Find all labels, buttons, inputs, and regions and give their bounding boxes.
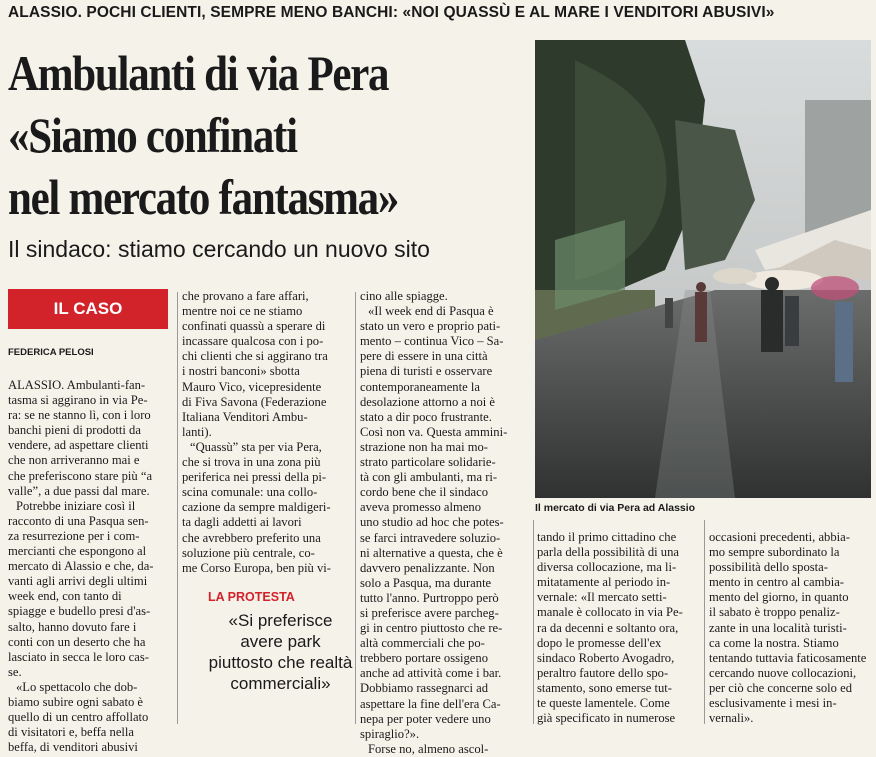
- column-line: me Corso Europa, ben più vi-: [182, 560, 331, 575]
- column-line: mercianti che espongono al: [8, 544, 147, 559]
- article-column-1: [8, 378, 171, 755]
- column-line: tasma si aggirano in via Pe-: [8, 393, 148, 408]
- column-line: cordo bene che il sindaco: [360, 485, 488, 500]
- subheadline: Il sindaco: stiamo cercando un nuovo sito: [8, 236, 430, 262]
- column-line: tentando tuttavia faticosamente: [709, 650, 867, 665]
- column-line: esclusivamente i mesi in-: [709, 696, 837, 711]
- column-line: ra da decenni e soltanto ora,: [537, 620, 679, 635]
- column-line: vernale: «Il mercato setti-: [537, 590, 667, 605]
- column-line: tando il primo cittadino che: [537, 530, 677, 544]
- column-line: di Fiva Savona (Federazione: [182, 394, 327, 409]
- column-line: tà con gli ambulanti, ma ri-: [360, 470, 498, 485]
- column-line: tutto l'anno. Purtroppo però: [360, 590, 499, 605]
- column-line: valle”, a due passi dal mare.: [8, 483, 150, 498]
- column-line: cercando nuove collocazioni,: [709, 665, 857, 680]
- column-line: pere di essere in una città: [360, 349, 488, 364]
- column-line: periferica nei pressi della pi-: [182, 470, 327, 485]
- column-line: stamento, sono emerse tut-: [537, 680, 673, 695]
- column-line: mitatamente al periodo in-: [537, 575, 671, 590]
- column-line: aveva promesso almeno: [360, 500, 481, 515]
- column-line: incassare qualcosa con i po-: [182, 334, 324, 349]
- column-line: soluzione più centrale, co-: [182, 545, 315, 560]
- column-line: Italiana Venditori Ambu-: [182, 409, 308, 424]
- column-line: quello di un centro affollato: [8, 710, 149, 725]
- column-line: gi in centro piuttosto che re-: [360, 621, 503, 636]
- column-line: spiagge e budello presi d'as-: [8, 604, 151, 619]
- column-line: zante in una località turisti-: [709, 620, 847, 635]
- column-line: te queste lamentele. Come: [537, 696, 670, 711]
- column-line: cino alle spiagge.: [360, 289, 448, 303]
- column-line: occasioni precedenti, abbia-: [709, 530, 850, 544]
- kicker-line: ALASSIO. POCHI CLIENTI, SEMPRE MENO BANCHI: «NOI QUASSÙ E AL MARE I VENDITORI ABUSIVI»: [8, 4, 775, 21]
- column-line: vanti agli arrivi degli ultimi: [8, 574, 148, 589]
- column-line: ALASSIO. Ambulanti-fan-: [8, 378, 146, 392]
- column-divider: [355, 292, 356, 724]
- column-line: scina comunale: una collo-: [182, 485, 318, 500]
- column-line: spiraglio?».: [360, 726, 420, 741]
- column-line: vendere, ad aspettare clienti: [8, 438, 149, 453]
- pullquote-text: «Si preferisce avere park piuttosto che realtà commerciali»: [208, 611, 353, 693]
- column-line: strazione non ha mai mo-: [360, 439, 488, 454]
- column-line: sindaco Roberto Avogadro,: [537, 650, 675, 665]
- column-line: che non arriveranno mai e: [8, 453, 140, 468]
- column-line: davvero penalizzante. Non: [360, 560, 495, 575]
- column-line: manale è collocato in via Pe-: [537, 605, 683, 620]
- column-line: si preferisce avere parcheg-: [360, 605, 499, 620]
- column-line: parla della possibilità di una: [537, 545, 679, 560]
- column-line: per ciò che concerne solo ed: [709, 680, 853, 695]
- column-line: lanti).: [182, 424, 212, 439]
- column-line: «Lo spettacolo che dob-: [16, 679, 138, 694]
- column-line: racconto di una Pasqua sen-: [8, 513, 149, 528]
- column-line: ca come la nostra. Stiamo: [709, 635, 839, 650]
- headline-line-1: Ambulanti di via Pera: [8, 45, 389, 101]
- column-line: mo sempre subordinato la: [709, 545, 840, 560]
- column-line: week end, con tanto di: [8, 589, 122, 604]
- column-line: Potrebbe iniziare così il: [16, 498, 136, 513]
- column-line: stato a dir poco frustrante.: [360, 409, 492, 424]
- photo-caption: Il mercato di via Pera ad Alassio: [535, 502, 696, 514]
- column-line: nepa per poter vedere uno: [360, 711, 491, 726]
- column-divider: [704, 520, 705, 724]
- article-column-4: [537, 530, 699, 726]
- column-line: salto, hanno dovuto fare i: [8, 619, 137, 634]
- column-line: Così non va. Questa ammini-: [360, 424, 508, 439]
- column-line: “Quassù” sta per via Pera,: [190, 439, 322, 454]
- column-line: che avrebbero preferito una: [182, 530, 321, 545]
- headline-line-3: nel mercato fantasma»: [8, 169, 399, 225]
- column-line: solo a Pasqua, ma durante: [360, 575, 492, 590]
- column-line: peraltro fautore dello spo-: [537, 665, 669, 680]
- column-line: confinati quassù a sperare di: [182, 319, 326, 334]
- column-line: contemporaneamente la: [360, 379, 480, 394]
- column-line: i nostri banconi» sbotta: [182, 364, 300, 379]
- column-line: che si trova in una zona più: [182, 455, 321, 470]
- column-line: uno studio ad hoc che potes-: [360, 515, 504, 530]
- column-line: Mauro Vico, vicepresidente: [182, 379, 322, 394]
- column-line: ni alternative a questa, che è: [360, 545, 503, 560]
- column-line: già specificato in numerose: [537, 711, 676, 726]
- column-divider: [533, 520, 534, 724]
- headline: [8, 42, 460, 228]
- article-column-3: [360, 289, 528, 757]
- column-line: se farci intravedere soluzio-: [360, 530, 501, 545]
- column-line: strato particolare solidarie-: [360, 455, 496, 470]
- column-line: stato un vero e proprio pati-: [360, 319, 501, 334]
- column-line: diversa collocazione, ma li-: [537, 560, 677, 575]
- column-line: cazione da sempre maldigeri-: [182, 500, 331, 515]
- column-line: aspettare la fine dell'era Ca-: [360, 696, 501, 711]
- column-line: possibilità dello sposta-: [709, 560, 828, 575]
- headline-line-2: «Siamo confinati: [8, 107, 297, 163]
- column-line: conti con un deserto che ha: [8, 634, 146, 649]
- column-line: il sabato è troppo penaliz-: [709, 605, 840, 620]
- pullquote-label: LA PROTESTA: [208, 590, 295, 604]
- column-line: biamo subire ogni sabato è: [8, 694, 144, 709]
- column-line: Dobbiamo rassegnarci ad: [360, 681, 488, 696]
- column-line: desolazione attorno a noi è: [360, 394, 495, 409]
- column-divider: [177, 292, 178, 724]
- byline: FEDERICA PELOSI: [8, 347, 94, 358]
- column-line: mento del giorno, in quanto: [709, 590, 849, 605]
- column-line: ta dagli addetti ai lavori: [182, 515, 302, 530]
- article-column-5: [709, 530, 871, 726]
- column-line: anche ad attività come i bar.: [360, 666, 502, 681]
- column-line: trebbero portare ossigeno: [360, 651, 488, 666]
- column-line: vernali».: [709, 711, 754, 726]
- column-line: beffa, di venditori abusivi: [8, 740, 138, 755]
- column-line: mento in centro al cambia-: [709, 575, 844, 590]
- column-line: se.: [8, 664, 22, 679]
- column-line: che preferiscono stare più “a: [8, 468, 153, 483]
- column-line: lasciato in secca le loro cas-: [8, 649, 149, 664]
- article-column-2: [182, 289, 350, 576]
- column-line: che provano a fare affari,: [182, 289, 309, 303]
- column-line: za resurrezione per i com-: [8, 528, 140, 543]
- column-line: altà commerciali che po-: [360, 636, 485, 651]
- column-line: banchi pieni di prodotti da: [8, 423, 141, 438]
- column-line: mento – continua Vico – Sa-: [360, 334, 504, 349]
- market-photo: [535, 40, 871, 498]
- column-line: Forse no, almeno ascol-: [368, 741, 489, 756]
- column-line: di visitatori e, beffa nella: [8, 725, 135, 740]
- column-line: mentre noi ce ne stiamo: [182, 304, 303, 319]
- section-badge: IL CASO: [8, 289, 168, 329]
- column-line: «Il week end di Pasqua è: [368, 304, 494, 319]
- column-line: ra: se ne stanno lì, con i loro: [8, 408, 151, 423]
- column-line: mercato di Alassio e che, da-: [8, 559, 154, 574]
- column-line: piena di turisti e osservare: [360, 364, 493, 379]
- column-line: chi clienti che si aggirano tra: [182, 349, 328, 364]
- column-line: dopo le promesse dell'ex: [537, 635, 662, 650]
- pullquote-box: [208, 590, 353, 694]
